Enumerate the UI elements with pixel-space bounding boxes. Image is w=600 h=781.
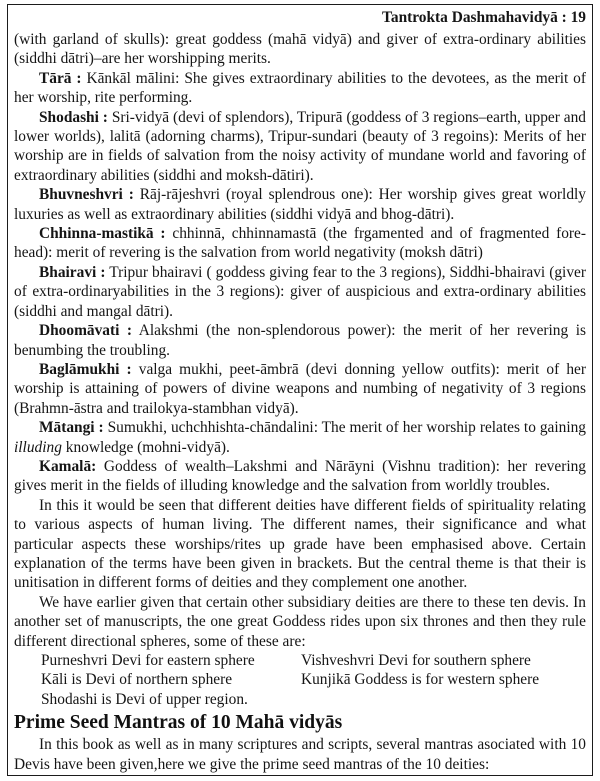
deity-name: Dhoomāvati : <box>39 322 133 340</box>
deity-entry-bhairavi <box>14 263 586 321</box>
deity-name: Baglāmukhi : <box>39 360 132 378</box>
deity-desc-italic: illuding <box>14 438 62 456</box>
deity-desc: Alakshmi (the non-splendorous power): the merit of her revering is benumbing the troubling. <box>14 322 586 359</box>
deity-entry-kamala <box>14 457 586 496</box>
sphere-item: Vishveshvri Devi for southern sphere <box>301 652 531 669</box>
deity-name: Mātangi : <box>39 419 104 437</box>
sphere-item <box>301 690 586 709</box>
continuation-paragraph: (with garland of skulls): great goddess (mahā vidyā) and giver of extra-ordinary abilities (siddhi dātri)–are her worshipping merits. <box>14 31 586 68</box>
deity-desc: Rāj-rājeshvri (royal splendrous one): Her worship gives great worldly luxuries as well as extraordinary abilities (siddhi vidyā and bhog-dātri). <box>14 186 587 223</box>
sphere-item: Kunjikā Goddess is for western sphere <box>301 671 540 689</box>
sphere-item: Shodashi is Devi of upper region. <box>41 690 248 708</box>
deity-desc: valga mukhi, peet-āmbrā (devi donning yellow outfits): merit of her worship is attaining of powers of divine weapons and numbing of negativity of 3 regions (Brahmn-āstra and trailokya-stambhan vidyā). <box>14 360 586 417</box>
running-header <box>14 8 586 27</box>
section-heading: Prime Seed Mantras of 10 Mahā vidyās <box>14 712 343 734</box>
deity-name: Chhinna-mastikā : <box>39 225 166 243</box>
body-paragraph-summary: In this it would be seen that different deities have different fields of spirituality relating to various aspects of human living. The different names, their significance and what particular aspects these worships/rites up grade have been emphasised above. Certain explanation of the terms have been given in brackets. But the central theme is that their is unitisation in different forms of deities and they complement one another. <box>14 496 586 592</box>
sphere-item: Purneshvri Devi for eastern sphere <box>41 652 255 669</box>
deity-entry-tara <box>14 69 586 108</box>
deity-desc: Sumukhi, uchchhishta-chāndalini: The merit of her worship relates to gaining <box>107 419 586 437</box>
deity-entry-chhinna-mastika <box>14 224 586 263</box>
deity-entry-bhuvneshvri <box>14 185 586 224</box>
deity-name: Bhairavi : <box>39 263 106 281</box>
sphere-row <box>14 651 586 670</box>
deity-name: Kamalā: <box>39 457 97 475</box>
deity-desc: Tripur bhairavi ( goddess giving fear to the 3 regions), Siddhi-bhairavi (giver of extra-ordinaryabilities in the 3 regions): giver of auspicious and extra-ordinary abilities (siddhi and mangal dātri). <box>14 263 586 320</box>
deity-entry-dhoomavati <box>14 321 586 360</box>
deity-desc: Sri-vidyā (devi of splendors), Tripurā (goddess of 3 regions–earth, upper and lower worlds), lalitā (adorning charms), Tripur-sundari (beauty of 3 regoins): Merits of her worship are in fields of salvation from the noisy activity of mundane world and favoring of extraordinary abilities (siddhi and moksh-dātiri). <box>14 108 586 184</box>
deity-name: Tārā : <box>39 69 82 87</box>
deity-entry-baglamukhi <box>14 360 586 418</box>
running-header-text: Tantrokta Dashmahavidyā : 19 <box>382 9 586 26</box>
deity-entry-shodashi <box>14 108 586 186</box>
sphere-list <box>14 651 586 709</box>
closing-paragraph: In this book as well as in many scriptures and scripts, several mantras asociated with 10 Devis have been given,here we give the prime seed mantras of the 10 deities: <box>14 736 586 773</box>
deity-name: Bhuvneshvri : <box>39 186 134 204</box>
page-content <box>14 8 586 774</box>
sphere-row <box>14 690 586 709</box>
deity-desc: knowledge (mohni-vidyā). <box>65 438 230 456</box>
body-paragraph-spheres-intro: We have earlier given that certain other subsidiary deities are there to these ten devis. In another set of manuscripts, the one great Goddess rides upon six thrones and then they rule different directional spheres, some of these are: <box>14 593 586 650</box>
sphere-item: Kāli is Devi of northern sphere <box>41 671 233 689</box>
sphere-row <box>14 670 586 689</box>
deity-desc: Goddess of wealth–Lakshmi and Nārāyni (Vishnu tradition): her revering gives merit in the fields of illuding knowledge and the salvation from worldly troubles. <box>14 457 586 495</box>
deity-desc: Kānkāl mālini: She gives extraordinary abilities to the devotees, as the merit of her worship, rite performing. <box>14 69 586 107</box>
deity-entry-matangi <box>14 418 586 457</box>
deity-desc: chhinnā, chhinnamastā (the frgamented and of fragmented fore-head): merit of revering is the salvation from world negativity (moksh dātri) <box>14 225 586 262</box>
deity-name: Shodashi : <box>39 108 108 126</box>
